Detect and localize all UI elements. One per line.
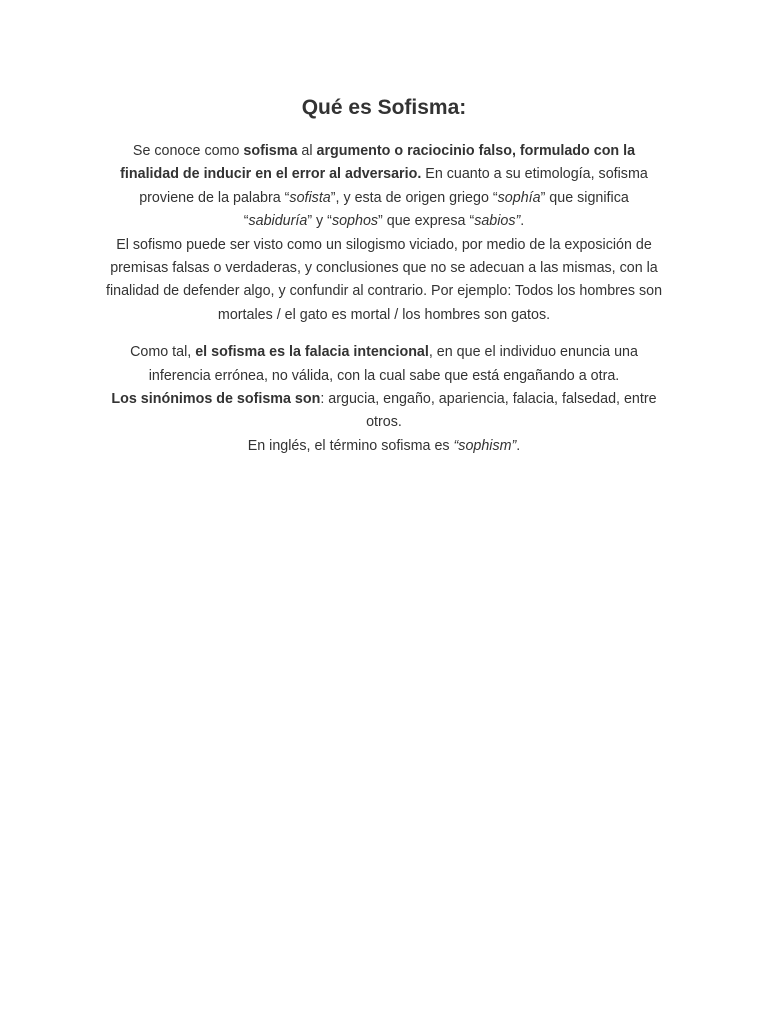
text-run: ” que significa “ — [243, 189, 629, 230]
italic-word: sabios” — [474, 213, 521, 230]
bold-statement: el sofisma es la falacia intencional — [195, 344, 429, 361]
page-title: Qué es Sofisma: — [301, 96, 467, 119]
paragraph-definition — [104, 140, 664, 327]
text-run: al — [297, 143, 317, 159]
bold-term: sofisma — [243, 143, 298, 159]
text-run: El sofismo puede ser visto como un silogismo viciado, por medio de la exposición de premisas falsas o verdaderas, y conclusiones que no se adecuan a las mismas, con la finalidad de defender algo, y confundir al contrario. Por ejemplo: Todos los hombres son mortales / el gato es mortal / los hombres son gatos. — [105, 236, 663, 323]
article-body — [104, 140, 664, 458]
text-run: Se conoce como — [132, 143, 244, 159]
italic-word: sophía — [497, 189, 541, 206]
text-run: : argucia, engaño, apariencia, falacia, falsedad, entre otros. — [320, 391, 657, 431]
bold-definition: argumento o raciocinio falso, formulado con la finalidad de inducir en el error al adversario. — [120, 143, 636, 183]
text-run: , en que el individuo enuncia una inferencia errónea, no válida, con la cual sabe que está engañando a otra. — [148, 344, 638, 384]
bold-synonyms-label: Los sinónimos de sofisma son — [111, 391, 321, 408]
text-run: Como tal, — [130, 344, 196, 361]
italic-word: sophos — [331, 213, 379, 230]
italic-word: sabiduría — [248, 213, 308, 230]
text-run: ” que expresa “ — [378, 213, 475, 230]
text-run: . — [520, 213, 525, 230]
text-run: En cuanto a su etimología, sofisma proviene de la palabra “ — [139, 166, 648, 206]
text-run: ”, y esta de origen griego “ — [330, 189, 498, 206]
paragraph-fallacy — [104, 341, 664, 458]
italic-english-term: “sophism” — [453, 437, 517, 454]
text-run: ” y “ — [307, 213, 332, 230]
text-run: . — [516, 437, 521, 454]
text-run: En inglés, el término sofisma es — [247, 437, 454, 454]
italic-word: sofista — [289, 189, 331, 206]
